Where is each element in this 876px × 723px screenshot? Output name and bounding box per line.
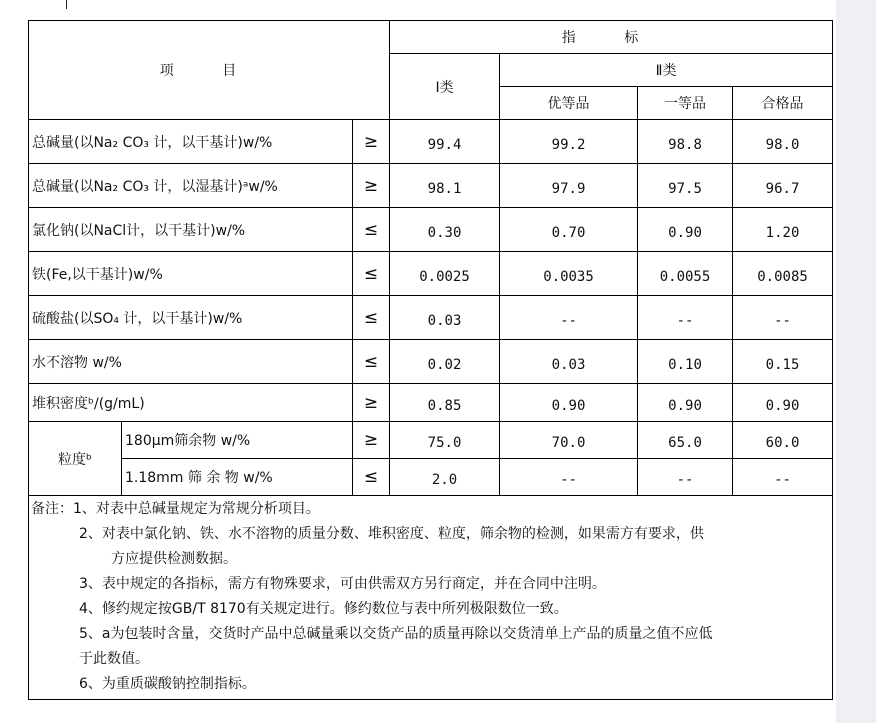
value-class-one: 0.03	[390, 296, 500, 340]
row-item: 180μm筛余物 w/%	[122, 422, 353, 459]
indicator-header: 指 标	[390, 21, 833, 54]
comparison-symbol: ≤	[353, 459, 390, 496]
note-5: 5、a为包装时含量，交货时产品中总碱量乘以交货产品的质量再除以交货清单上产品的质量之值不应低	[79, 626, 713, 642]
granularity-label: 粒度ᵇ	[29, 422, 122, 496]
item-header: 项 目	[29, 21, 390, 120]
value-qualified: 96.7	[733, 164, 833, 208]
notes-cell	[29, 496, 833, 700]
text-cursor	[66, 0, 67, 9]
grade-header-premium: 优等品	[500, 87, 638, 120]
note-2-continued: 方应提供检测数据。	[111, 551, 237, 567]
comparison-symbol: ≥	[353, 422, 390, 459]
notes-row	[29, 496, 833, 700]
grade-header-first: 一等品	[638, 87, 733, 120]
value-class-one: 0.0025	[390, 252, 500, 296]
value-first: 65.0	[638, 422, 733, 459]
granularity-row-2	[29, 459, 833, 496]
note-3: 3、表中规定的各指标，需方有物殊要求，可由供需双方另行商定，并在合同中注明。	[79, 576, 606, 592]
row-item: 堆积密度ᵇ/(g/mL)	[29, 384, 353, 422]
class-two-header: Ⅱ类	[500, 54, 833, 87]
value-qualified: 0.90	[733, 384, 833, 422]
table-row	[29, 164, 833, 208]
value-premium: 97.9	[500, 164, 638, 208]
value-first: 0.0055	[638, 252, 733, 296]
value-premium: 0.90	[500, 384, 638, 422]
value-first: 0.90	[638, 208, 733, 252]
comparison-symbol: ≥	[353, 120, 390, 164]
value-class-one: 0.85	[390, 384, 500, 422]
value-qualified: 0.0085	[733, 252, 833, 296]
note-6: 6、为重质碳酸钠控制指标。	[79, 676, 256, 692]
value-class-one: 75.0	[390, 422, 500, 459]
comparison-symbol: ≤	[353, 340, 390, 384]
table-row	[29, 296, 833, 340]
value-class-one: 0.02	[390, 340, 500, 384]
page-right-margin	[836, 0, 876, 723]
value-class-one: 99.4	[390, 120, 500, 164]
class-one-header: Ⅰ类	[390, 54, 500, 120]
comparison-symbol: ≤	[353, 252, 390, 296]
comparison-symbol: ≤	[353, 296, 390, 340]
value-premium: 0.03	[500, 340, 638, 384]
value-first: --	[638, 296, 733, 340]
granularity-row-1	[29, 422, 833, 459]
row-item: 总碱量(以Na₂ CO₃ 计，以干基计)w/%	[29, 120, 353, 164]
value-qualified: 0.15	[733, 340, 833, 384]
table-row	[29, 120, 833, 164]
value-first: 98.8	[638, 120, 733, 164]
value-premium: --	[500, 296, 638, 340]
value-qualified: --	[733, 296, 833, 340]
value-qualified: 98.0	[733, 120, 833, 164]
table-row	[29, 252, 833, 296]
note-1: 备注：1、对表中总碱量规定为常规分析项目。	[31, 501, 320, 517]
comparison-symbol: ≥	[353, 164, 390, 208]
comparison-symbol: ≤	[353, 208, 390, 252]
value-class-one: 2.0	[390, 459, 500, 496]
value-premium: --	[500, 459, 638, 496]
table-row	[29, 208, 833, 252]
value-first: 0.10	[638, 340, 733, 384]
specification-table	[28, 20, 833, 700]
row-item: 氯化钠(以NaCl计，以干基计)w/%	[29, 208, 353, 252]
value-qualified: --	[733, 459, 833, 496]
table-row	[29, 340, 833, 384]
header-row-1	[29, 21, 833, 54]
value-premium: 0.0035	[500, 252, 638, 296]
note-5-continued: 于此数值。	[79, 651, 149, 667]
value-first: 97.5	[638, 164, 733, 208]
row-item: 1.18mm 筛 余 物 w/%	[122, 459, 353, 496]
value-first: 0.90	[638, 384, 733, 422]
value-qualified: 60.0	[733, 422, 833, 459]
value-premium: 0.70	[500, 208, 638, 252]
row-item: 水不溶物 w/%	[29, 340, 353, 384]
value-premium: 99.2	[500, 120, 638, 164]
row-item: 硫酸盐(以SO₄ 计，以干基计)w/%	[29, 296, 353, 340]
row-item: 总碱量(以Na₂ CO₃ 计，以湿基计)ᵃw/%	[29, 164, 353, 208]
row-item: 铁(Fe,以干基计)w/%	[29, 252, 353, 296]
value-class-one: 98.1	[390, 164, 500, 208]
value-class-one: 0.30	[390, 208, 500, 252]
grade-header-qualified: 合格品	[733, 87, 833, 120]
value-first: --	[638, 459, 733, 496]
table-row	[29, 384, 833, 422]
value-premium: 70.0	[500, 422, 638, 459]
value-qualified: 1.20	[733, 208, 833, 252]
note-2: 2、对表中氯化钠、铁、水不溶物的质量分数、堆积密度、粒度，筛余物的检测，如果需方有要求，供	[79, 526, 704, 542]
comparison-symbol: ≥	[353, 384, 390, 422]
note-4: 4、修约规定按GB/T 8170有关规定进行。修约数位与表中所列极限数位一致。	[79, 601, 568, 617]
